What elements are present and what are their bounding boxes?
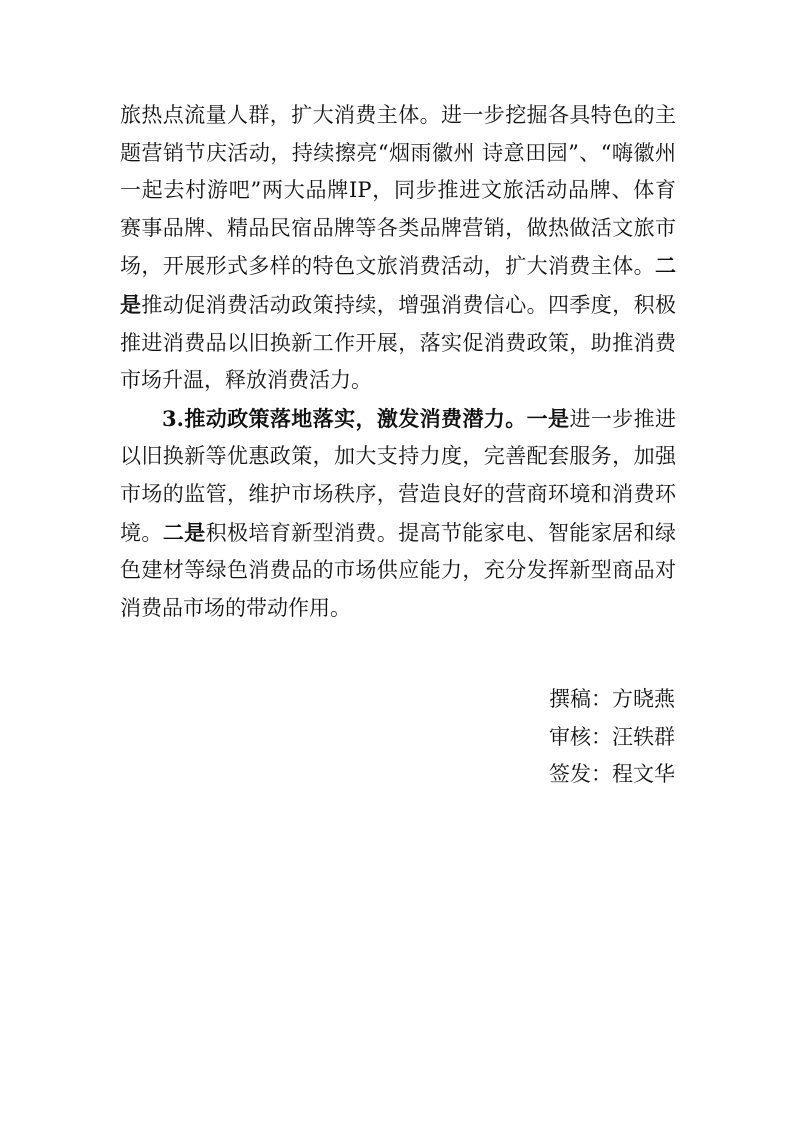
bold-marker-second: 二是 — [120, 253, 676, 317]
signoff-block — [549, 681, 675, 794]
approver-line: 签发：程文华 — [549, 762, 675, 787]
reviewer-line: 审核：汪轶群 — [549, 724, 675, 749]
bold-marker-second: 二是 — [162, 519, 206, 545]
paragraph-text: 推动促消费活动政策持续，增强消费信心。四季度，积极推进消费品以旧换新工作开展，落实促消费政策，助推消费市场升温，释放消费活力。 — [120, 292, 677, 393]
author-line: 撰稿：方晓燕 — [549, 687, 675, 711]
bold-marker-first: 一是 — [526, 405, 570, 431]
paragraph-text: 积极培育新型消费。提高节能家电、智能家居和绿色建材等绿色消费品的市场供应能力，充分发挥新型商品对消费品市场的带动作用。 — [120, 520, 677, 620]
section-heading: 3.推动政策落地落实，激发消费潜力。 — [162, 405, 527, 431]
paragraph-text: 进一步推进以旧换新等优惠政策，加大支持力度，完善配套服务，加强市场的监管，维护市场秩序，营造良好的营商环境和消费环境。 — [120, 406, 677, 545]
paragraph-policy-implementation — [120, 400, 676, 628]
paragraph-text: 旅热点流量人群，扩大消费主体。进一步挖掘各具特色的主题营销节庆活动，持续擦亮“烟雨徽州 诗意田园”、“嗨徽州一起去村游吧”两大品牌IP，同步推进文旅活动品牌、体育赛事品牌、精品民宿品牌等各类品牌营销，做热做活文旅市场，开展形式多样的特色文旅消费活动，扩大消费主体。 — [120, 103, 676, 279]
paragraph-consumption-activities — [120, 97, 676, 400]
document-body — [120, 97, 676, 627]
